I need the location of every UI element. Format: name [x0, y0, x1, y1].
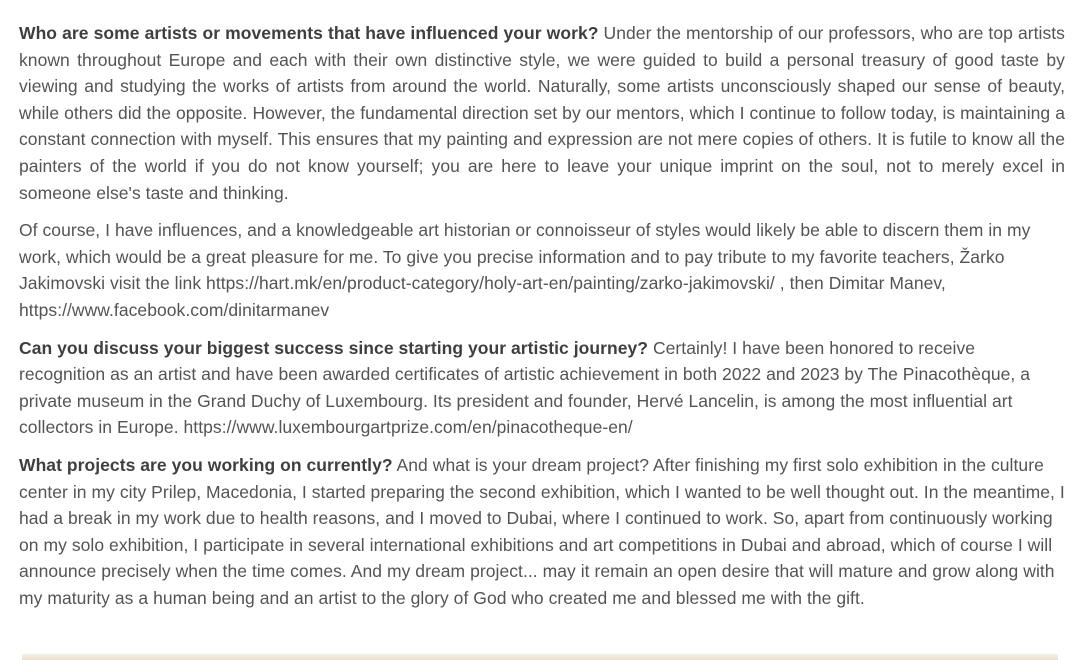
- paragraph-success: [19, 335, 1065, 441]
- answer-projects: And what is your dream project? After finishing my first solo exhibition in the culture center in my city Prilep, Macedonia, I started preparing the second exhibition, which I wanted to be well thought out. In the meantime, I had a break in my work due to health reasons, and I moved to Dubai, where I continued to work. So, apart from continuously working on my solo exhibition, I participate in several international exhibitions and art competitions in Dubai and abroad, which of course I will announce precisely when the time comes. And my dream project... may it remain an open desire that will mature and grow along with my maturity as a human being and an artist to the glory of God who created me and blessed me with the gift.: [19, 454, 1065, 608]
- question-success: Can you discuss your biggest success since starting your artistic journey?: [19, 337, 649, 358]
- answer-influences: Under the mentorship of our professors, who are top artists known throughout Europe and each with their own distinctive style, we were guided to build a personal treasury of good taste by viewing and studying the works of artists from around the world. Naturally, some artists unconsciously shaped our sense of beauty, while others did the opposite. However, the fundamental direction set by our mentors, which I continue to follow today, is maintaining a constant connection with myself. This ensures that my painting and expression are not mere copies of others. It is futile to know all the painters of the world if you do not know yourself; you are here to leave your unique imprint on the soul, not to merely excel in someone else's taste and thinking.: [19, 23, 1065, 203]
- answer-teachers: Of course, I have influences, and a knowledgeable art historian or connoisseur of styles would likely be able to discern them in my work, which would be a great pleasure for me. To give you precise information and to pay tribute to my favorite teachers, Žarko Jakimovski visit the link https://hart.mk/en/product-category/holy-art-en/painting/zarko-jakimovski/ , then Dimitar Manev, https://www.facebook.com/dinitarmanev: [19, 220, 1031, 320]
- article-body: [19, 20, 1065, 611]
- paragraph-influences: [19, 20, 1065, 206]
- paragraph-projects: [19, 452, 1065, 612]
- paragraph-teachers: [19, 217, 1065, 323]
- answer-success: Certainly! I have been honored to receive recognition as an artist and have been awarded certificates of artistic achievement in both 2022 and 2023 by The Pinacothèque, a private museum in the Grand Duchy of Luxembourg. Its president and founder, Hervé Lancelin, is among the most influential art collectors in Europe. https://www.luxembourgartprize.com/en/pinacotheque-en/: [19, 337, 1031, 438]
- question-influences: Who are some artists or movements that have influenced your work?: [19, 23, 599, 43]
- question-projects: What projects are you working on currently?: [19, 454, 393, 475]
- image-edge-strip: [22, 654, 1058, 660]
